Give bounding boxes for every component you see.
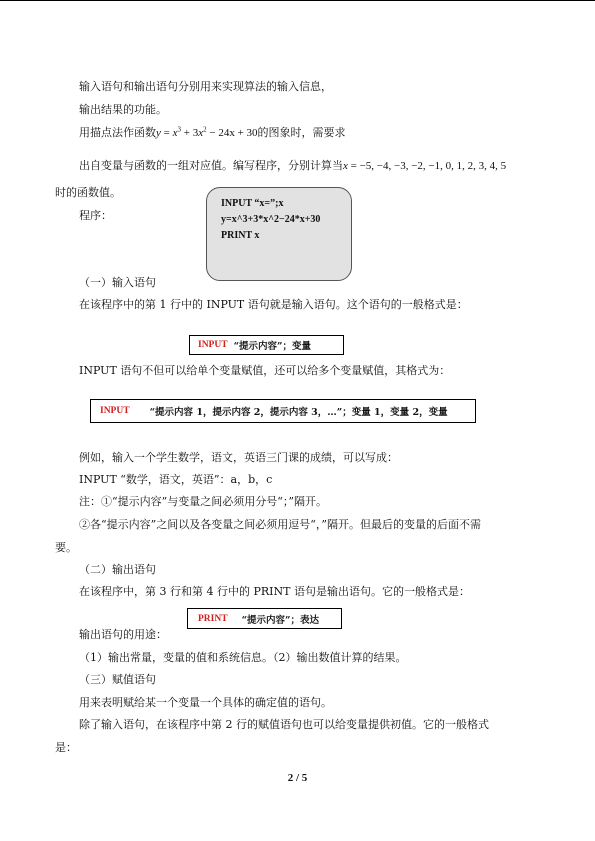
paragraph-note-2-end: 要。 (55, 541, 77, 554)
format-box-input (189, 335, 344, 355)
format-input-rest: “提示内容”；变量 (233, 341, 311, 352)
label-program: 程序： (79, 209, 112, 222)
format-print-rest: “提示内容”；表达 (241, 614, 319, 626)
function-text-post: 的图象时，需要求 (257, 126, 346, 139)
paragraph-intro-2: 输出结果的功能。 (79, 103, 167, 116)
function-text-pre: 用描点法作函数 (79, 126, 156, 139)
program-line-3: PRINT x (221, 230, 260, 241)
program-box (206, 187, 352, 281)
paragraph-assign-2: 除了输入语句，在该程序中第 2 行的赋值语句也可以给变量提供初值。它的一般格式 (79, 718, 489, 731)
paragraph-output-usage: 输出语句的用途： (79, 628, 167, 641)
paragraph-intro-1: 输入语句和输出语句分别用来实现算法的输入信息， (79, 80, 332, 93)
program-line-1: INPUT “x=”;x (221, 198, 284, 209)
paragraph-values-end: 时的函数值。 (55, 186, 121, 199)
paragraph-input-2: INPUT 语句不但可以给单个变量赋值，还可以给多个变量赋值，其格式为： (79, 364, 451, 377)
paragraph-assign-1: 用来表明赋给某一个变量一个具体的确定值的语句。 (79, 696, 332, 709)
keyword-print: PRINT (198, 613, 228, 624)
program-line-2: y=x^3+3*x^2−24*x+30 (221, 214, 321, 225)
paragraph-input-1: 在该程序中的第 1 行中的 INPUT 语句就是输入语句。这个语句的一般格式是： (79, 298, 468, 311)
formula-x-values: x = −5, −4, −3, −2, −1, 0, 1, 2, 3, 4, 5 (343, 160, 507, 172)
format-box-input-multi (90, 399, 476, 423)
paragraph-note-2: ②各“提示内容”之间以及各变量之间必须用逗号“，”隔开。但最后的变量的后面不需 (79, 518, 481, 531)
section-heading-output: （二）输出语句 (79, 563, 156, 576)
paragraph-example: 例如，输入一个学生数学，语文，英语三门课的成绩，可以写成： (79, 451, 398, 464)
section-heading-input: （一）输入语句 (79, 276, 156, 289)
section-heading-assign: （三）赋值语句 (79, 673, 156, 686)
formula-function: $y = x^3 + 3x^2 - 24x + 30$ (156, 125, 258, 139)
paragraph-function (79, 126, 346, 140)
paragraph-values (79, 159, 506, 173)
values-text-pre: 出自变量与函数的一组对应值。编写程序，分别计算当 (79, 159, 343, 172)
top-rule (0, 0, 595, 1)
paragraph-assign-2-end: 是： (55, 741, 77, 754)
format-input-multi-rest: “提示内容 1，提示内容 2，提示内容 3，…”；变量 1，变量 2，变量 (149, 407, 448, 418)
page-number: 2 / 5 (287, 772, 308, 784)
paragraph-output-uses: （1）输出常量，变量的值和系统信息。（2）输出数值计算的结果。 (79, 651, 407, 664)
keyword-input-multi: INPUT (100, 406, 130, 416)
format-box-print (187, 608, 342, 629)
keyword-input: INPUT (198, 340, 228, 350)
paragraph-note-1: 注：①“提示内容”与变量之间必须用分号“；”隔开。 (79, 495, 327, 508)
paragraph-output-1: 在该程序中，第 3 行和第 4 行中的 PRINT 语句是输出语句。它的一般格式是： (79, 585, 470, 598)
paragraph-example-code: INPUT “数学，语文，英语”：a，b，c (79, 473, 273, 486)
